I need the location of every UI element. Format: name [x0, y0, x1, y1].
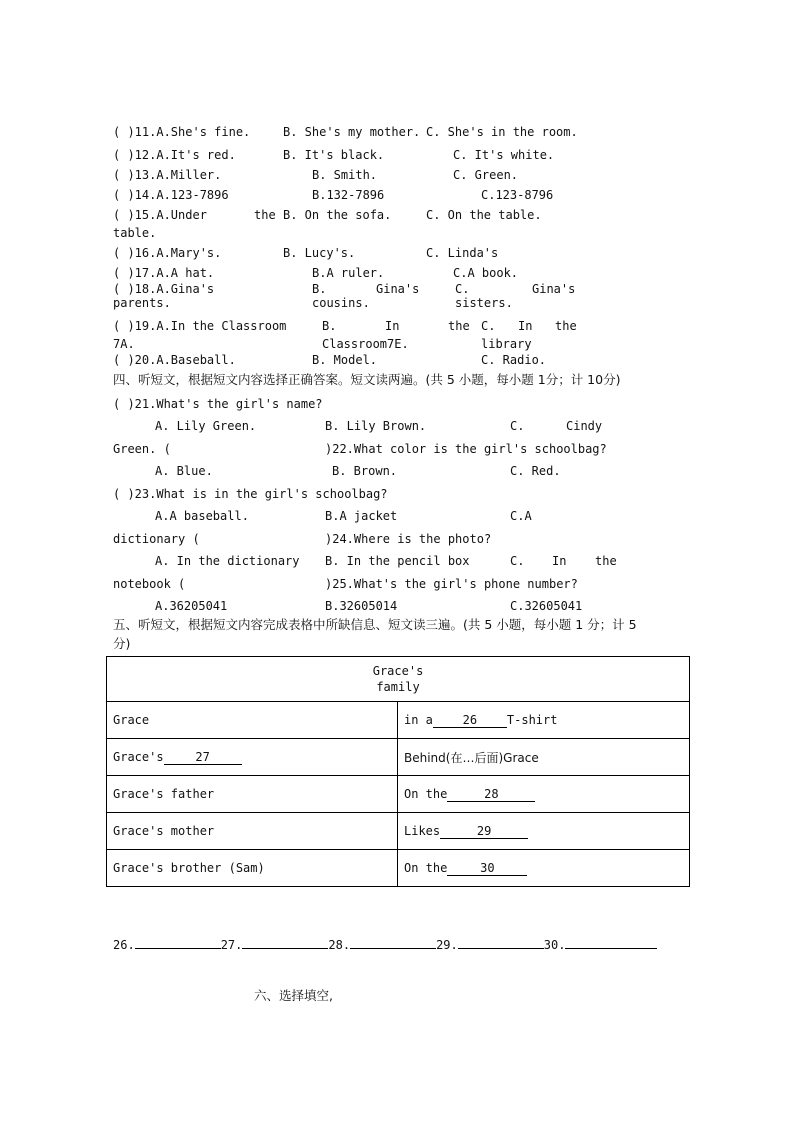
question-18-option-b: B. [312, 282, 327, 296]
answer-blank-28[interactable] [350, 936, 436, 949]
answer-label-28: 28. [328, 938, 351, 952]
table-cell [398, 702, 690, 739]
table-cell [398, 813, 690, 850]
question-24-option-a: A. In the dictionary [155, 554, 300, 568]
question-18-wrap-a: parents. [113, 296, 171, 310]
question-25-option-b: B.32605014 [325, 599, 398, 613]
question-16-option-b: B. Lucy's. [283, 246, 356, 260]
answer-blank-29[interactable] [458, 936, 544, 949]
question-16-option-a: ( )16.A.Mary's. [113, 246, 222, 260]
section-6-title: 六、选择填空, [254, 988, 333, 1003]
question-14-option-c: C.123-8796 [481, 188, 554, 202]
question-20-option-a: ( )20.A.Baseball. [113, 353, 236, 367]
question-21-option-b: B. Lily Brown. [325, 419, 427, 433]
question-15-option-c: C. On the table. [426, 208, 542, 222]
question-19-option-b-word1: In [385, 319, 400, 333]
question-24-option-b: B. In the pencil box [325, 554, 470, 568]
cell-text: T-shirt [506, 712, 558, 727]
question-23-option-c: C.A [510, 509, 532, 523]
question-11-option-c: C. She's in the room. [426, 125, 578, 139]
cell-text: On the [404, 860, 448, 875]
question-15-option-b: B. On the sofa. [283, 208, 392, 222]
question-22-option-c: C. Red. [510, 464, 561, 478]
question-18-option-c: C. [455, 282, 470, 296]
table-cell [398, 850, 690, 887]
blank-30[interactable]: 30 [447, 862, 527, 876]
question-12-option-b: B. It's black. [283, 148, 385, 162]
section-5-title: 五、听短文，根据短文内容完成表格中所缺信息、短文读三遍。(共 5 小题，每小题 1 分；计 5 [113, 617, 637, 632]
cell-text: On the [404, 786, 448, 801]
table-cell: Grace's father [107, 776, 398, 813]
question-19-option-a: ( )19.A.In the Classroom [113, 319, 287, 333]
question-19-option-b: B. [322, 319, 337, 333]
question-19-option-c-word1: In [518, 319, 533, 333]
question-15-option-a: ( )15.A.Under [113, 208, 207, 222]
question-14-option-b: B.132-7896 [312, 188, 385, 202]
table-cell: Grace's mother [107, 813, 398, 850]
question-13-option-c: C. Green. [453, 168, 519, 182]
table-header-row [107, 657, 690, 702]
question-20-option-b: B. Model. [312, 353, 378, 367]
blank-26[interactable]: 26 [433, 714, 507, 728]
question-14-option-a: ( )14.A.123-7896 [113, 188, 229, 202]
table-row [107, 850, 690, 887]
question-18-wrap-b: cousins. [312, 296, 370, 310]
question-13-option-a: ( )13.A.Miller. [113, 168, 222, 182]
question-19-option-b-word2: the [448, 319, 470, 333]
answer-label-30: 30. [543, 938, 566, 952]
question-17-option-c: C.A book. [453, 266, 519, 280]
question-18-option-c-word: Gina's [532, 282, 576, 296]
question-17-option-a: ( )17.A.A hat. [113, 266, 215, 280]
section-5-title-wrap: 分) [113, 636, 131, 651]
table-cell [398, 776, 690, 813]
question-19-option-c-word2: the [555, 319, 577, 333]
question-24-option-c-word1: In [552, 554, 567, 568]
question-13-option-b: B. Smith. [312, 168, 378, 182]
answer-line [113, 936, 657, 952]
question-25-option-a: A.36205041 [155, 599, 228, 613]
question-19-wrap-c: library [481, 337, 532, 351]
answer-label-27: 27. [220, 938, 243, 952]
question-21-option-a: A. Lily Green. [155, 419, 257, 433]
question-23-option-b: B.A jacket [325, 509, 398, 523]
blank-29[interactable]: 29 [440, 825, 528, 839]
answer-blank-27[interactable] [242, 936, 328, 949]
question-11-option-b: B. She's my mother. [283, 125, 421, 139]
table-cell: Behind(在…后面)Grace [398, 739, 690, 776]
question-25-option-c: C.32605041 [510, 599, 583, 613]
table-row [107, 702, 690, 739]
question-22-option-b: B. Brown. [332, 464, 398, 478]
question-22-option-a: A. Blue. [155, 464, 213, 478]
table-row [107, 776, 690, 813]
question-12-option-c: C. It's white. [453, 148, 555, 162]
table-cell [107, 739, 398, 776]
table-row [107, 813, 690, 850]
cell-text: Grace's [113, 749, 164, 764]
question-24-option-c: C. [510, 554, 525, 568]
question-22-wrap: Green. ( [113, 442, 171, 456]
question-24-stem: )24.Where is the photo? [325, 532, 492, 546]
question-25-wrap: notebook ( [113, 577, 186, 591]
table-row [107, 739, 690, 776]
question-21-option-c: C. [510, 419, 525, 433]
question-20-option-c: C. Radio. [481, 353, 547, 367]
question-21-stem: ( )21.What's the girl's name? [113, 397, 323, 411]
question-21-option-c-word: Cindy [566, 419, 603, 433]
question-12-option-a: ( )12.A.It's red. [113, 148, 236, 162]
cell-text: Likes [404, 823, 441, 838]
question-19-wrap-b: Classroom7E. [322, 337, 409, 351]
question-23-stem: ( )23.What is in the girl's schoolbag? [113, 487, 388, 501]
table-cell: Grace [107, 702, 398, 739]
question-25-stem: )25.What's the girl's phone number? [325, 577, 578, 591]
blank-28[interactable]: 28 [447, 788, 535, 802]
answer-blank-30[interactable] [565, 936, 657, 949]
section-4-title: 四、听短文，根据短文内容选择正确答案。短文读两遍。(共 5 小题，每小题 1分；计 10分) [113, 372, 621, 387]
answer-label-26: 26. [113, 938, 135, 952]
question-16-option-c: C. Linda's [426, 246, 499, 260]
table-cell: Grace's brother (Sam) [107, 850, 398, 887]
question-22-stem: )22.What color is the girl's schoolbag? [325, 442, 607, 456]
question-15-option-a-mid: the [254, 208, 276, 222]
table-header-line-2: family [376, 680, 420, 694]
question-19-wrap-a: 7A. [113, 337, 135, 351]
question-11-option-a: ( )11.A.She's fine. [113, 125, 251, 139]
answer-label-29: 29. [436, 938, 458, 952]
question-15-wrap: table. [113, 226, 157, 240]
question-24-wrap: dictionary ( [113, 532, 200, 546]
family-table [106, 656, 690, 887]
question-18-option-a: ( )18.A.Gina's [113, 282, 215, 296]
question-18-option-b-word: Gina's [376, 282, 420, 296]
table-header-line-1: Grace's [372, 664, 424, 678]
question-19-option-c: C. [481, 319, 496, 333]
question-24-option-c-word2: the [595, 554, 617, 568]
question-18-wrap-c: sisters. [455, 296, 513, 310]
table-header-cell [107, 657, 690, 702]
answer-blank-26[interactable] [135, 936, 221, 949]
blank-27[interactable]: 27 [164, 751, 242, 765]
question-23-option-a: A.A baseball. [155, 509, 249, 523]
question-17-option-b: B.A ruler. [312, 266, 385, 280]
cell-text: in a [404, 712, 433, 727]
